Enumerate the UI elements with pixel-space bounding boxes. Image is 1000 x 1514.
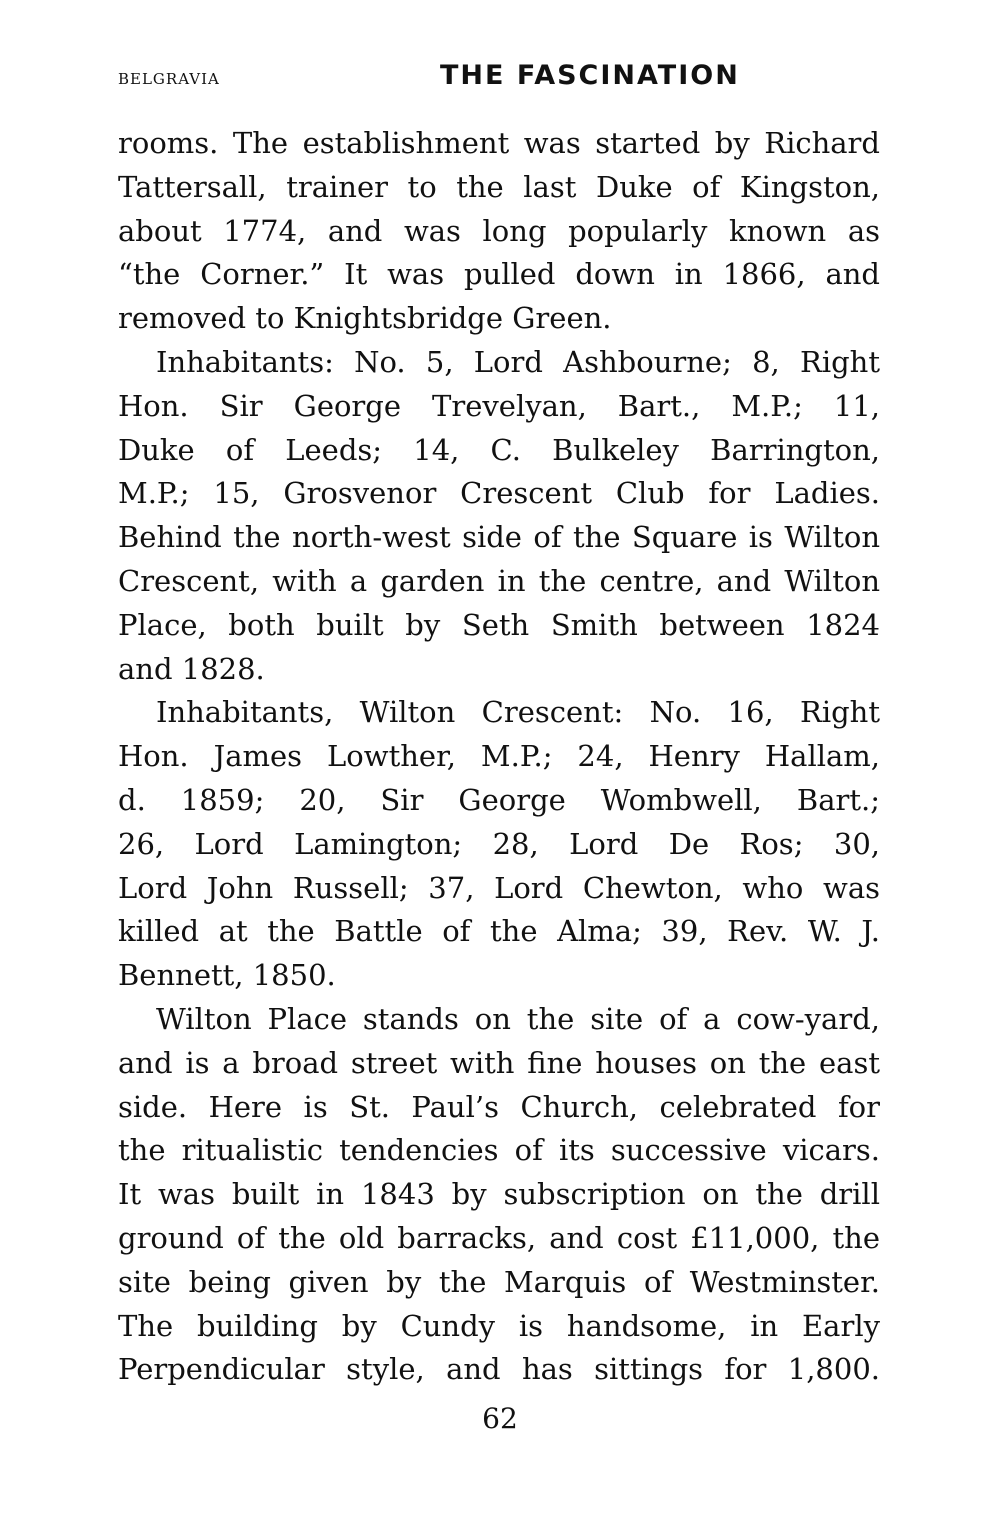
text-line: site being given by the Marquis of Westminster. <box>118 1264 880 1299</box>
text-line: “the Corner.” It was pulled down in 1866, and <box>118 257 880 292</box>
text-line: Perpendicular style, and has sittings for 1,800. <box>118 1352 880 1387</box>
text-line: Duke of Leeds; 14, C. Bulkeley Barrington, <box>118 432 880 467</box>
page-header <box>118 60 880 100</box>
text-line: Inhabitants, Wilton Crescent: No. 16, Right <box>156 695 880 730</box>
text-line: M.P.; 15, Grosvenor Crescent Club for Ladies. <box>118 476 880 511</box>
text-line: Wilton Place stands on the site of a cow-yard, <box>156 1001 880 1036</box>
page-title: THE FASCINATION <box>440 60 740 91</box>
text-line: Hon. Sir George Trevelyan, Bart., M.P.; 11, <box>118 388 880 423</box>
body-text <box>118 122 880 1392</box>
paragraph-3 <box>118 691 880 998</box>
running-head: BELGRAVIA <box>118 70 220 88</box>
text-line: removed to Knightsbridge Green. <box>118 301 612 336</box>
text-line: 26, Lord Lamington; 28, Lord De Ros; 30, <box>118 826 880 861</box>
text-line: ground of the old barracks, and cost £11,000, the <box>118 1220 880 1255</box>
text-line: about 1774, and was long popularly known as <box>118 213 880 248</box>
text-line: The building by Cundy is handsome, in Early <box>118 1308 880 1343</box>
text-line: and is a broad street with fine houses on the east <box>118 1045 880 1080</box>
text-line: Inhabitants: No. 5, Lord Ashbourne; 8, Right <box>156 344 880 379</box>
text-line: Bennett, 1850. <box>118 958 336 993</box>
text-line: It was built in 1843 by subscription on the drill <box>118 1177 880 1212</box>
text-line: rooms. The establishment was started by Richard <box>118 126 880 160</box>
text-line: the ritualistic tendencies of its successive vicars. <box>118 1133 880 1168</box>
paragraph-2 <box>118 341 880 691</box>
text-line: Hon. James Lowther, M.P.; 24, Henry Hallam, <box>118 739 880 774</box>
text-line: Place, both built by Seth Smith between 1824 <box>118 607 880 642</box>
text-line: Behind the north-west side of the Square is Wilton <box>118 520 880 555</box>
page-number: 62 <box>482 1402 518 1435</box>
paragraph-1 <box>118 122 880 341</box>
text-line: side. Here is St. Paul’s Church, celebrated for <box>118 1089 880 1124</box>
paragraph-4 <box>118 998 880 1392</box>
text-line: d. 1859; 20, Sir George Wombwell, Bart.; <box>118 782 880 817</box>
text-line: Crescent, with a garden in the centre, and Wilton <box>118 563 880 598</box>
text-line: Tattersall, trainer to the last Duke of Kingston, <box>118 169 880 204</box>
text-line: killed at the Battle of the Alma; 39, Rev. W. J. <box>118 914 880 949</box>
text-line: Lord John Russell; 37, Lord Chewton, who was <box>118 870 880 905</box>
text-line: and 1828. <box>118 651 265 686</box>
